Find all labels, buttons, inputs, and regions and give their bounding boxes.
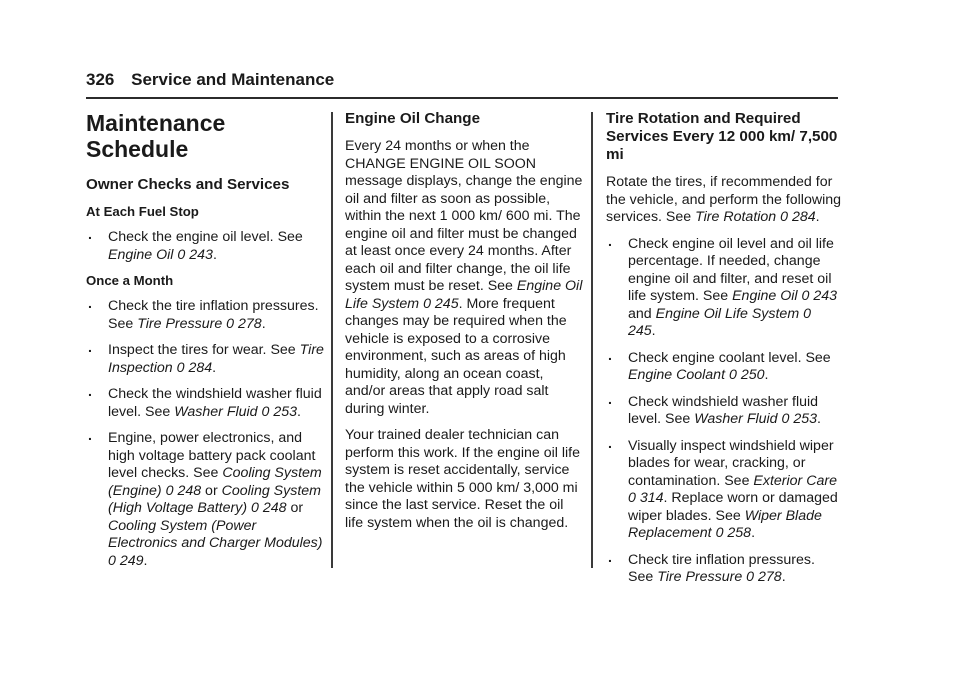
engine-oil-change-heading: Engine Oil Change <box>345 110 481 127</box>
list-item: . Check engine oil level and oil life percentage. If needed, change engine oil and filter, and reset oil life system. See Engine Oil 0 243 and Engine Oil Life System 0 245. <box>606 236 842 341</box>
cross-reference-link[interactable]: Engine Oil Life System 0 245 <box>345 278 583 312</box>
column-divider <box>331 112 333 568</box>
list-item: . Check the tire inflation pressures. See Tire Pressure 0 278. <box>86 298 326 333</box>
page-header <box>86 70 836 90</box>
cross-reference-link[interactable]: Engine Coolant 0 250 <box>628 367 765 383</box>
column-2 <box>345 110 583 541</box>
cross-reference-link[interactable]: Tire Pressure 0 278 <box>657 569 782 585</box>
list-item: . Check windshield washer fluid level. See Washer Fluid 0 253. <box>606 394 842 429</box>
monthly-list <box>86 298 326 570</box>
list-item: . Check the windshield washer fluid level. See Washer Fluid 0 253. <box>86 386 326 421</box>
cross-reference-link[interactable]: Cooling System (Power Electronics and Charger Modules) 0 249 <box>108 517 323 569</box>
service-list <box>606 236 842 587</box>
header-rule <box>86 97 838 99</box>
paragraph: Rotate the tires, if recommended for the vehicle, and perform the following services. See Tire Rotation 0 284. <box>606 174 842 225</box>
cross-reference-link[interactable]: Exterior Care 0 314 <box>628 472 837 506</box>
list-item: . Visually inspect windshield wiper blades for wear, cracking, or contamination. See Exterior Care 0 314. Replace worn or damaged wiper blades. See Wiper Blade Replacement 0 258. <box>606 438 842 543</box>
fuel-stop-heading: At Each Fuel Stop <box>86 204 199 219</box>
fuel-stop-list <box>86 229 326 264</box>
section-title: Service and Maintenance <box>131 70 335 89</box>
list-item: . Engine, power electronics, and high voltage battery pack coolant level checks. See Cooling System (Engine) 0 248 or Cooling System (High Voltage Battery) 0 248 or Cooling System (Power Electronics and Charger Modules) 0 249. <box>86 430 326 570</box>
cross-reference-link[interactable]: Engine Oil 0 243 <box>732 288 838 304</box>
cross-reference-link[interactable]: Washer Fluid 0 253 <box>694 411 818 427</box>
tire-rotation-heading: Tire Rotation and Required Services Every 12 000 km/ 7,500 mi <box>606 110 838 163</box>
column-3 <box>606 110 842 596</box>
cross-reference-link[interactable]: Tire Pressure 0 278 <box>137 315 262 332</box>
cross-reference-link[interactable]: Cooling System (Engine) 0 248 <box>108 465 322 499</box>
list-item: . Check engine coolant level. See Engine Coolant 0 250. <box>606 350 842 385</box>
cross-reference-link[interactable]: Tire Rotation 0 284 <box>695 209 816 225</box>
cross-reference-link[interactable]: Wiper Blade Replacement 0 258 <box>628 507 822 541</box>
column-1 <box>86 110 326 579</box>
cross-reference-link[interactable]: Tire Inspection 0 284 <box>108 342 324 376</box>
cross-reference-link[interactable]: Cooling System (High Voltage Battery) 0 248 <box>108 482 321 516</box>
cross-reference-link[interactable]: Engine Oil Life System 0 245 <box>628 305 811 339</box>
paragraph: Every 24 months or when the CHANGE ENGINE OIL SOON message displays, change the engine oil and filter as soon as possible, within the next 1 000 km/ 600 mi. The engine oil and filter must be changed at least once every 24 months. After each oil and filter change, the oil life system must be reset. See Engine Oil Life System 0 245. More frequent changes may be required when the vehicle is exposed to a corrosive environment, such as areas of high humidity, along an ocean coast, and/or areas that apply road salt during winter. <box>345 138 583 417</box>
list-item: . Check the engine oil level. See Engine Oil 0 243. <box>86 229 326 264</box>
cross-reference-link[interactable]: Washer Fluid 0 253 <box>174 403 298 420</box>
list-item: . Check tire inflation pressures. See Tire Pressure 0 278. <box>606 552 842 587</box>
list-item: . Inspect the tires for wear. See Tire Inspection 0 284. <box>86 342 326 377</box>
column-divider <box>591 112 593 568</box>
once-a-month-heading: Once a Month <box>86 273 174 288</box>
paragraph: Your trained dealer technician can perform this work. If the engine oil life system is reset accidentally, service the vehicle within 5 000 km/ 3,000 mi since the last service. Reset the oil life system when the oil is changed. <box>345 427 580 531</box>
page-number: 326 <box>86 70 115 89</box>
section-heading: Owner Checks and Services <box>86 176 290 193</box>
page-title: Maintenance Schedule <box>86 110 226 162</box>
cross-reference-link[interactable]: Engine Oil 0 243 <box>108 246 213 263</box>
